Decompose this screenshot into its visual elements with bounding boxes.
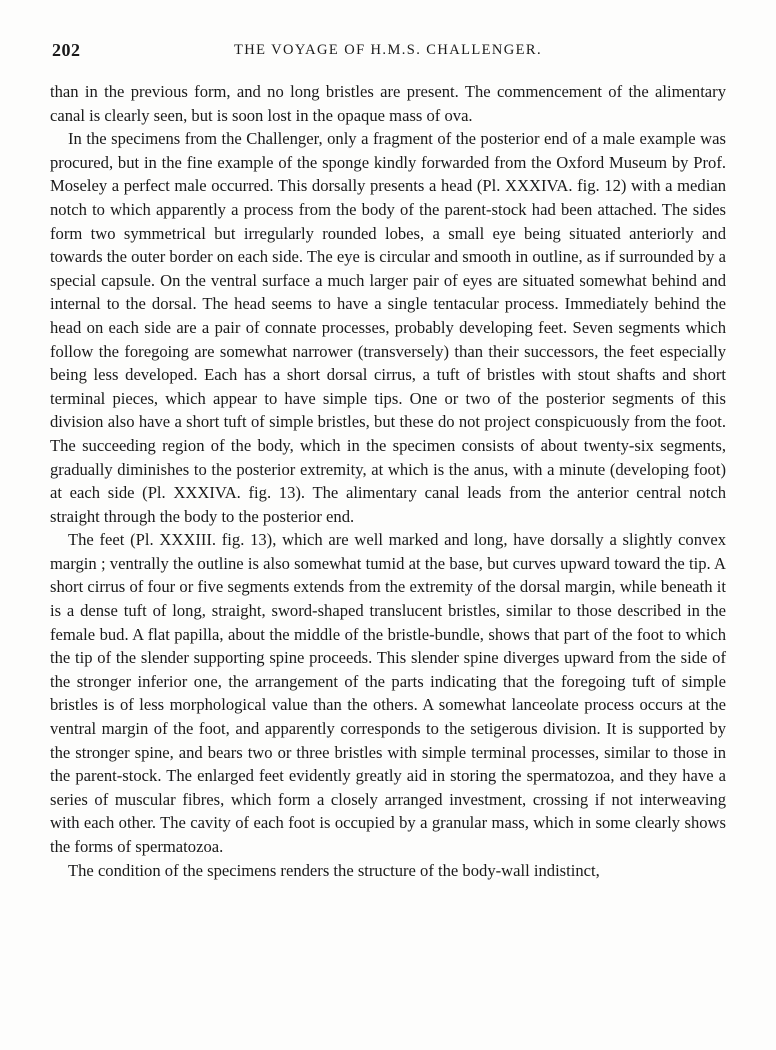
paragraph-body-wall: The condition of the specimens renders the structure of the body-wall indistinct, <box>68 860 600 880</box>
paragraph-continued: than in the previous form, and no long bristles are present. The commencement of the alimentary canal is clearly seen, but is soon lost in the opaque mass of ova. <box>50 82 726 125</box>
page-number: 202 <box>52 40 81 60</box>
body-text <box>50 80 726 882</box>
running-title: THE VOYAGE OF H.M.S. CHALLENGER. <box>234 42 542 58</box>
paragraph-feet: The feet (Pl. XXXIII. fig. 13), which are well marked and long, have dorsally a slightly convex margin ; ventrally the outline is also somewhat tumid at the base, but curves upward toward the tip. A short cirrus of four or five segments extends from the extremity of the dorsal margin, while beneath it is a dense tuft of long, straight, sword-shaped translucent bristles, similar to those described in the female bud. A flat papilla, about the middle of the bristle-bundle, shows that part of the foot to which the tip of the slender supporting spine proceeds. This slender spine diverges upward from the side of the stronger inferior one, the arrangement of the parts indicating that the foregoing tuft of simple bristles is of less morphological value than the others. A somewhat lanceolate process occurs at the ventral margin of the foot, and apparently corresponds to the setigerous division. It is supported by the stronger spine, and bears two or three bristles with simple terminal processes, similar to those in the parent-stock. The enlarged feet evidently greatly aid in storing the spermatozoa, and they have a series of muscular fibres, which form a closely arranged investment, crossing if not interweaving with each other. The cavity of each foot is occupied by a granular mass, which in some clearly shows the forms of spermatozoa. <box>50 530 726 856</box>
running-head <box>52 40 724 62</box>
paragraph-male-example: In the specimens from the Challenger, only a fragment of the posterior end of a male example was procured, but in the fine example of the sponge kindly forwarded from the Oxford Museum by Prof. Moseley a perfect male occurred. This dorsally presents a head (Pl. XXXIVA. fig. 12) with a median notch to which apparently a process from the body of the parent-stock had been attached. The sides form two symmetrical but irregularly rounded lobes, a small eye being situated anteriorly and towards the outer border on each side. The eye is circular and smooth in outline, as if surrounded by a special capsule. On the ventral surface a much larger pair of eyes are situated somewhat behind and internal to the dorsal. The head seems to have a single tentacular process. Immediately behind the head on each side are a pair of connate processes, probably developing feet. Seven segments which follow the foregoing are somewhat narrower (transversely) than their successors, the feet especially being less developed. Each has a short dorsal cirrus, a tuft of bristles with stout shafts and short terminal pieces, which appear to have simple tips. One or two of the posterior segments of this division also have a short tuft of simple bristles, but these do not project conspicuously from the foot. The succeeding region of the body, which in the specimen consists of about twenty-six segments, gradually diminishes to the posterior extremity, at which is the anus, with a minute (developing foot) at each side (Pl. XXXIVA. fig. 13). The alimentary canal leads from the anterior central notch straight through the body to the posterior end. <box>50 129 726 526</box>
